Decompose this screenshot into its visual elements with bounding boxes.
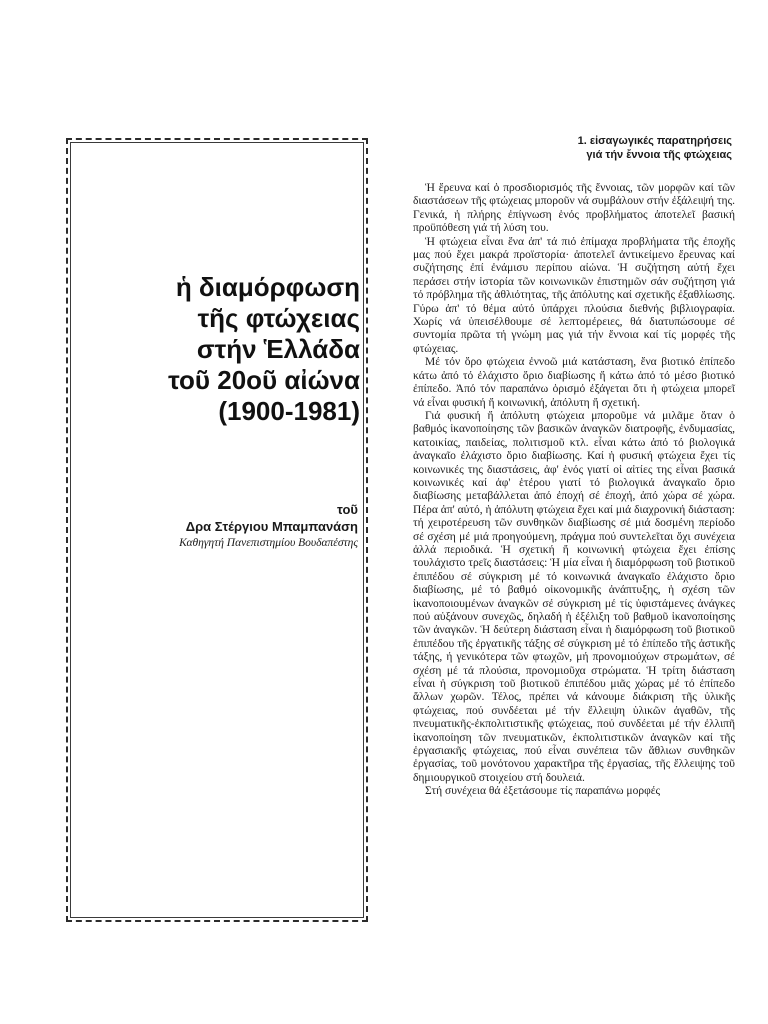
title-line: στήν Ἑλλάδα	[196, 334, 360, 364]
paragraph: Γιά φυσική ἤ ἀπόλυτη φτώχεια μποροῦμε νά μιλᾶμε ὅταν ὁ βαθμός ἱκανοποίησης τῶν βασικῶν ἀναγκῶν διατροφῆς, ἐνδυμασίας, κατοικίας, παιδείας, πολιτισμοῦ κτλ. εἶναι κάτω ἀπό τό βιολογικά ἀναγκαῖο ἐλάχιστο ὅριο διαβίωσης. Καί ἡ φυσική φτώχεια ἔχει τίς κοινωνικές της διαστάσεις, ἀφ' ἑνός γιατί οἱ αἰτίες της εἶναι βασικά κοινωνικές καί ἀφ' ἑτέρου γιατί τό βιολογικά ἀναγκαῖο ὅριο διαβίωσης μεταβάλλεται ἀπό ἐποχή σέ ἐποχή, ἀπό χώρα σέ χώρα. Πέρα ἀπ' αὐτό, ἡ ἀπόλυτη φτώχεια ἔχει καί μιά διαχρονική διάσταση: τή χειροτέρευση τῶν συνθηκῶν διαβίωσης σέ μιά δοσμένη περίοδο σέ σχέση μέ μιά προηγούμενη, πράγμα πού συντελεῖται ὄχι συνέχεια ἀλλά περιοδικά. Ἡ σχετική ἤ κοινωνική φτώχεια ἔχει ἐπίσης τουλάχιστο τρεῖς διαστάσεις: Ἡ μία εἶναι ἡ διαμόρφωση τοῦ βιοτικοῦ ἐπιπέδου σέ σύγκριση μέ τό κοινωνικά ἀναγκαῖο ἐλάχιστο ὅριο διαβίωσης, μέ τό βαθμό οἰκονομικῆς ἀνάπτυξης, ἡ σχέση τῶν ἱκανοποιουμένων ἀναγκῶν σέ σύγκριση μέ τίς ὑφιστάμενες ἀνάγκες πού αὐξάνουν συνεχῶς, δηλαδή ἡ ἐξέλιξη τοῦ βαθμοῦ ἱκανοποίησης τῶν ἀναγκῶν. Ἡ δεύτερη διάσταση εἶναι ἡ διαμόρφωση τοῦ βιοτικοῦ ἐπιπέδου τῆς ἐργατικῆς τάξης σέ σύγκριση μέ τό ἐπίπεδο τῆς ἀστικῆς τάξης, ή γενικότερα τῶν φτωχῶν, μή προνομιούχων στρωμάτων, σέ σχέση μέ τά πλούσια, προνομιοῦχα στρώματα. Ἡ τρίτη διάσταση εἶναι ἡ σύγκριση τοῦ βιοτικοῦ ἐπιπέδου μιᾶς χώρας μέ τό ἐπίπεδο ἄλλων χωρῶν. Τέλος, πρέπει νά κάνουμε διάκριση τῆς ὑλικῆς φτώχειας, πού συνδέεται μέ τήν ἔλλειψη ὑλικῶν ἀγαθῶν, τῆς πνευματικῆς-ἐκπολιτιστικῆς φτώχειας, πού συνδέεται μέ τήν ἐλλιπῆ ἱκανοποίηση τῶν πνευματικῶν, ἐκπολιτιστικῶν ἀναγκῶν καί τῆς ἐργασιακῆς φτώχειας, πού εἶναι συνέπεια τῶν ἄθλιων συνθηκῶν ἐργασίας, τοῦ μονότονου χαρακτῆρα τῆς ἐργασίας, τῆς ἔλλειψης τοῦ δημιουργικοῦ στοιχείου στή δουλειά.	[413, 409, 735, 784]
title-line: (1900-1981)	[218, 396, 360, 426]
byline-of: τοῦ	[337, 502, 358, 517]
title-line: ἡ διαμόρφωση	[175, 272, 360, 302]
section-heading	[470, 134, 732, 162]
paragraph: Μέ τόν ὅρο φτώχεια ἐννοῶ μιά κατάσταση, ἕνα βιοτικό ἐπίπεδο κάτω ἀπό τό ἐλάχιστο ὅριο διαβίωσης ἤ κάτω ἀπό τό μέσο βιοτικό ἐπίπεδο. Ἀπό τόν παραπάνω ὁρισμό ἐξάγεται ὅτι ἡ φτώχεια μπορεῖ νά εἶναι φυσική ἤ κοινωνική, ἀπόλυτη ἤ σχετική.	[413, 356, 735, 409]
paragraph: Στή συνέχεια θά ἐξετάσουμε τίς παραπάνω μορφές	[425, 785, 661, 798]
section-heading-line: γιά τήν ἔννοια τῆς φτώχειας	[586, 149, 732, 161]
paragraph: Ἡ ἔρευνα καί ὁ προσδιορισμός τῆς ἔννοιας, τῶν μορφῶν καί τῶν διαστάσεων τῆς φτώχειας μποροῦν νά συμβάλουν στήν ἐξάλειψή της. Γενικά, ἡ πλήρης ἐπίγνωση ἑνός προβλήματος ἀποτελεῖ βασική προϋπόθεση γιά τή λύση του.	[413, 182, 735, 235]
article-title	[96, 272, 360, 427]
body-text	[413, 182, 735, 799]
paragraph: Ἡ φτώχεια εἶναι ἕνα ἀπ' τά πιό ἐπίμαχα προβλήματα τῆς ἐποχῆς μας πού ἔχει μακρά προϊστορία· ἀποτελεῖ ἀντικείμενο ἔρευνας καί συζήτησης ἐπί ἐνάμισυ περίπου αἰώνα. Ἡ συζήτηση αὐτή ἔχει περάσει στήν ἱστορία τῶν κοινωνικῶν ἐπιστημῶν σάν συζήτηση γιά τό πρόβλημα τῆς ἀθλιότητας, τῆς ἀπόλυτης καί σχετικῆς ἐξαθλίωσης. Γύρω ἀπ' τό θέμα αὐτό ὑπάρχει πλούσια διεθνής βιβλιογραφία. Χωρίς νά ὑπεισέλθουμε σέ λεπτομέρειες, θά διατυπώσουμε σέ συντομία πρῶτα τή γνώμη μας γιά τήν ἔννοια καί τίς μορφές τῆς φτώχειας.	[413, 235, 735, 355]
author-affiliation: Καθηγητή Πανεπιστημίου Βουδαπέστης	[179, 537, 358, 549]
section-heading-line: 1. εἰσαγωγικές παρατηρήσεις	[577, 135, 732, 147]
title-line: τῆς φτώχειας	[197, 303, 360, 333]
title-line: τοῦ 20οῦ αἰώνα	[168, 365, 360, 395]
byline	[96, 501, 358, 551]
author-name: Δρα Στέργιου Μπαμπανάση	[185, 519, 358, 534]
